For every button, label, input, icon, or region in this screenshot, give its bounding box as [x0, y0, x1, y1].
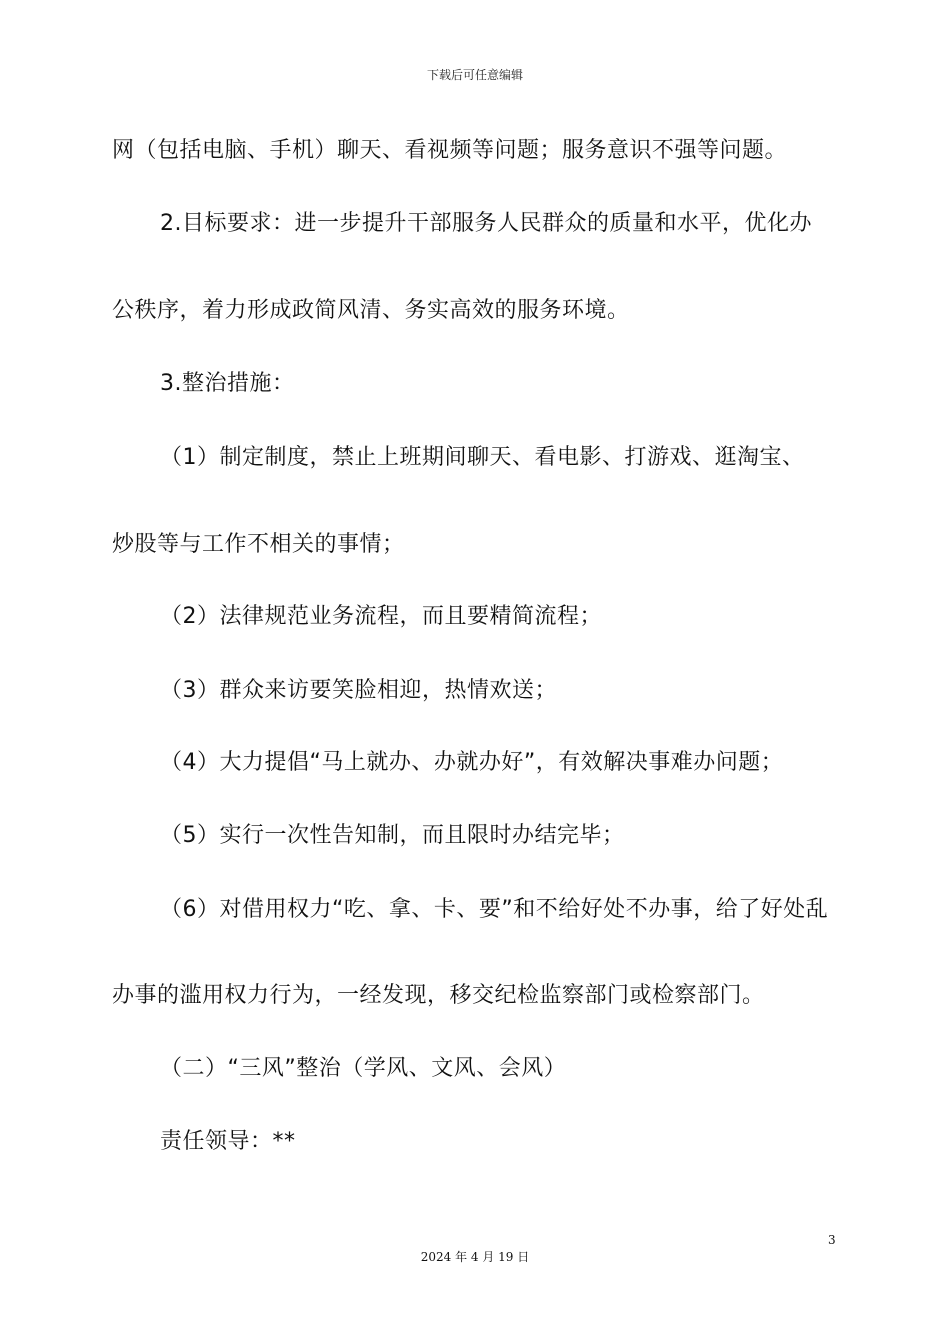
body-line-2: 2.目标要求：进一步提升干部服务人民群众的质量和水平，优化办: [160, 211, 812, 236]
body-line-11: （6）对借用权力“吃、拿、卡、要”和不给好处不办事，给了好处乱: [160, 897, 829, 922]
page-number: 3: [828, 1233, 836, 1247]
body-line-12: 办事的滥用权力行为，一经发现，移交纪检监察部门或检察部门。: [112, 983, 765, 1008]
body-line-4: 3.整治措施：: [160, 371, 295, 396]
body-line-9: （4）大力提倡“马上就办、办就办好”，有效解决事难办问题；: [160, 750, 784, 775]
body-line-14: 责任领导：**: [160, 1129, 296, 1154]
body-line-7: （2）法律规范业务流程，而且要精简流程；: [160, 604, 602, 629]
body-line-5: （1）制定制度，禁止上班期间聊天、看电影、打游戏、逛淘宝、: [160, 445, 805, 470]
body-line-1: 网（包括电脑、手机）聊天、看视频等问题；服务意识不强等问题。: [112, 138, 788, 163]
body-line-8: （3）群众来访要笑脸相迎，热情欢送；: [160, 678, 557, 703]
body-line-10: （5）实行一次性告知制，而且限时办结完毕；: [160, 823, 625, 848]
body-line-3: 公秩序，着力形成政简风清、务实高效的服务环境。: [112, 298, 630, 323]
footer-date: 2024 年 4 月 19 日: [420, 1250, 530, 1264]
page-header: 下载后可任意编辑: [426, 68, 523, 82]
body-line-13: （二）“三风”整治（学风、文风、会风）: [160, 1056, 567, 1081]
body-line-6: 炒股等与工作不相关的事情；: [112, 532, 405, 557]
